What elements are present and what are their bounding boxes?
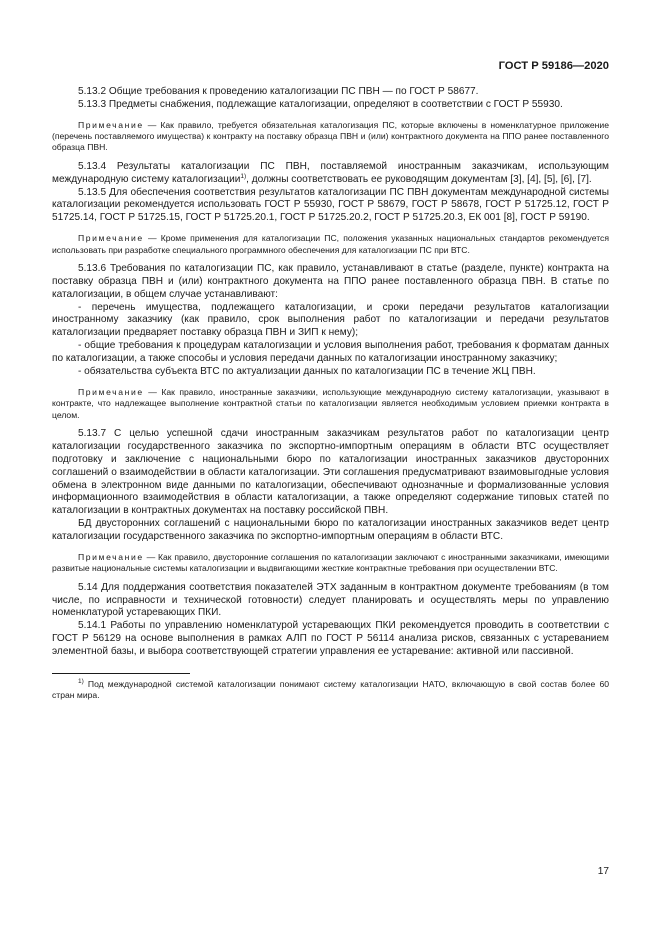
clause-5-13-4-text-b: , должны соответствовать ее руководящим документам [3], [4], [5], [6], [7].: [246, 173, 592, 185]
list-item: - общие требования к процедурам каталогизации и условия выполнения работ, требования к форматам данных по каталогизации, а также способы и условия передачи данных по каталогизации иностранному заказчику;: [52, 340, 609, 365]
note-4-text: — Как правило, двусторонние соглашения по каталогизации заключают с иностранными заказчиками, имеющими развитые национальные системы каталогизации и выдвигающими жесткие контрактные требования при осуществлении ВТС.: [52, 552, 609, 574]
note-label: Примечание: [78, 233, 144, 244]
clause-5-14-1: 5.14.1 Работы по управлению номенклатурой устаревающих ПКИ рекомендуется проводить в соответствии с ГОСТ Р 56129 на основе выполнения в рамках АЛП по ГОСТ Р 56114 анализа рисков, связанных с устареванием элементной базы, и выбора соответствующей стратегии управления ее устаревание: активной или пассивной.: [52, 620, 609, 658]
note-2: [52, 233, 609, 256]
list-item: - обязательства субъекта ВТС по актуализации данных по каталогизации ПС в течение ЖЦ ПВН.: [78, 366, 536, 378]
clause-5-13-2: 5.13.2 Общие требования к проведению каталогизации ПС ПВН — по ГОСТ Р 58677.: [78, 86, 479, 97]
note-3-text: — Как правило, иностранные заказчики, использующие международную систему каталогизации, указывают в контракте, что надлежащее выполнение контрактной статьи по каталогизации является необходимым условием приемки контракта в целом.: [52, 386, 609, 420]
note-1-text: — Как правило, требуется обязательная каталогизация ПС, которые включены в номенклатурное приложение (перечень поставляемого имущества) к контракту на поставку образца ПВН и (или) контрактного документа на ППО ранее поставленного образца ПВН.: [52, 119, 609, 153]
clause-5-13-7-db: БД двусторонних соглашений с национальными бюро по каталогизации иностранных заказчиков ведет центр каталогизации государственного заказчика по экспортно-импортным операциям в области ВТС.: [52, 518, 609, 543]
page-number: 17: [597, 866, 609, 877]
standard-header: ГОСТ Р 59186—2020: [498, 60, 609, 72]
list-item: - перечень имущества, подлежащего каталогизации, и сроки передачи результатов каталогизации иностранному заказчику (как правило, срок выполнения работ по каталогизации и передачи результатов каталогизации предваряет поставку образца ПВН и ЗИП к нему);: [52, 301, 609, 339]
note-4: [52, 552, 609, 575]
footnote-ref: 1): [240, 172, 247, 180]
clause-5-13-3: 5.13.3 Предметы снабжения, подлежащие каталогизации, определяют в соответствии с ГОСТ Р 55930.: [78, 98, 563, 110]
note-label: Примечание: [78, 386, 144, 397]
note-2-text: — Кроме применения для каталогизации ПС, положения указанных национальных стандартов рекомендуется использовать при разработке специального программного обеспечения для каталогизации ПС при ВТС.: [52, 233, 609, 255]
note-label: Примечание: [78, 552, 144, 563]
footnote-separator: [52, 673, 190, 674]
note-1: [52, 120, 609, 154]
footnote: [52, 679, 609, 702]
footnote-text: Под международной системой каталогизации понимают систему каталогизации НАТО, включающую в свой состав более 60 стран мира.: [52, 679, 609, 701]
footnote-mark: 1): [78, 678, 84, 686]
clause-5-13-5: 5.13.5 Для обеспечения соответствия результатов каталогизации ПС ПВН документам международной системы каталогизации рекомендуется использовать ГОСТ Р 55930, ГОСТ Р 58679, ГОСТ Р 58678, ГОСТ Р 51725.12, ГОСТ Р 51725.14, ГОСТ Р 51725.15, ГОСТ Р 51725.20.1, ГОСТ Р 51725.20.2, ГОСТ Р 51725.20.3, ЕК 001 [8], ГОСТ Р 59190.: [52, 186, 609, 224]
clause-5-13-7: 5.13.7 С целью успешной сдачи иностранным заказчикам результатов работ по каталогизации центр каталогизации государственного заказчика по экспортно-импортным операциям в области ВТС осуществляет подготовку и заключение с национальными бюро по каталогизации иностранных заказчиков двусторонних соглашений о взаимодействии в области каталогизации. Эти соглашения предусматривают взаимовыгодные условия обмена в электронном виде данными по каталогизации, обеспечивают однозначные и формализованные условия информационного взаимодействия в области каталогизации, а также определяют содержание типовых статей по каталогизации в контрактных документах на поставку российской ПВН.: [52, 427, 609, 517]
clause-5-14: 5.14 Для поддержания соответствия показателей ЭТХ заданным в контрактном документе требованиям (в том числе, по исправности и технической готовности) следует планировать и осуществлять меры по управлению номенклатурой устаревающих ПКИ.: [52, 581, 609, 619]
note-3: [52, 387, 609, 421]
clause-5-13-4: [52, 161, 609, 187]
clause-5-13-4-text-a: 5.13.4 Результаты каталогизации ПС ПВН, поставляемой иностранным заказчикам, использующим международную систему каталогизации: [52, 160, 609, 185]
note-label: Примечание: [78, 119, 144, 130]
clause-5-13-6: 5.13.6 Требования по каталогизации ПС, как правило, устанавливают в статье (разделе, пункте) контракта на поставку образца ПВН и (или) контрактного документа на ППО ранее поставленного образца ПВН. В статье по каталогизации, в общем случае устанавливают:: [52, 262, 609, 300]
